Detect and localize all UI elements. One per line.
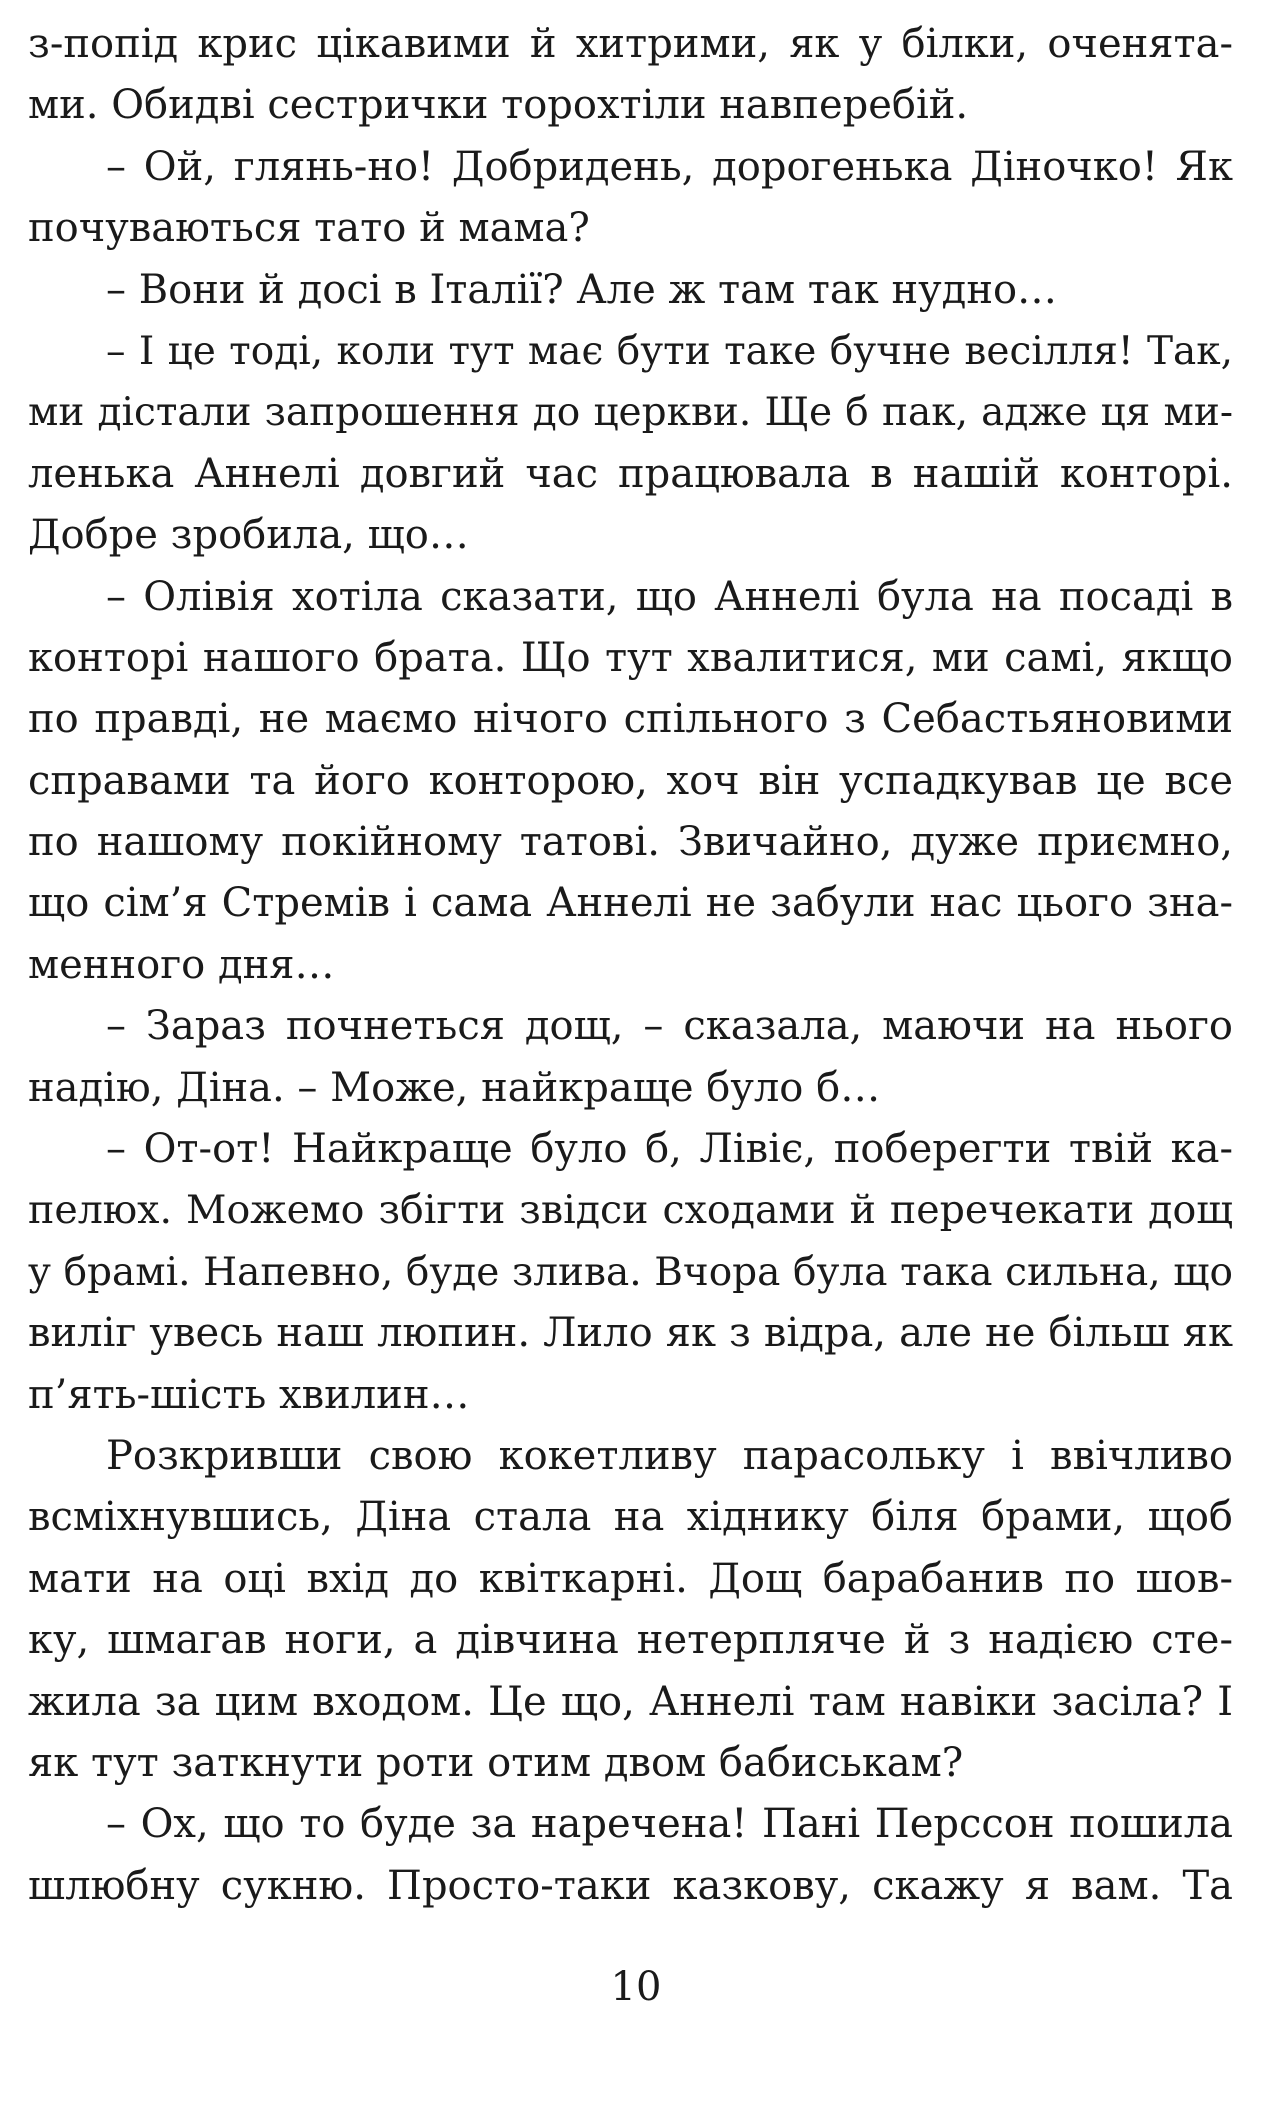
text-line: справами та його конторою, хоч він успадкував це все xyxy=(28,757,1233,804)
text-line: менного дня… xyxy=(28,941,335,988)
text-line: як тут заткнути роти отим двом бабиськам? xyxy=(28,1739,964,1786)
text-line: конторі нашого брата. Що тут хвалитися, ми самі, якщо xyxy=(28,634,1233,681)
text-line: Добре зробила, що… xyxy=(28,512,469,559)
text-line: ми. Обидві сестрички торохтіли навперебій. xyxy=(28,82,969,129)
text-line: – Ой, глянь-но! Добридень, дорогенька Діночко! Як xyxy=(106,143,1233,190)
text-line: пелюх. Можемо збігти звідси сходами й перечекати дощ xyxy=(28,1187,1233,1234)
text-line: ленька Аннелі довгий час працювала в нашій конторі. xyxy=(28,450,1233,497)
text-line: – Вони й досі в Італії? Але ж там так нудно… xyxy=(106,266,1058,313)
text-line: – Ох, що то буде за наречена! Пані Перссон пошила xyxy=(106,1801,1233,1848)
text-line: з-попід крис цікавими й хитрими, як у білки, оченята- xyxy=(28,21,1233,67)
text-line: мати на оці вхід до квіткарні. Дощ барабанив по шов- xyxy=(28,1555,1233,1602)
text-line: по правді, не маємо нічого спільного з Себастьяновими xyxy=(28,696,1233,743)
text-line: у брамі. Напевно, буде злива. Вчора була така сильна, що xyxy=(28,1249,1233,1295)
text-line: виліг увесь наш люпин. Лило як з відра, але не більш як xyxy=(28,1310,1233,1357)
text-line: жила за цим входом. Це що, Аннелі там навіки засіла? І xyxy=(28,1678,1233,1725)
text-line: ми дістали запрошення до церкви. Ще б пак, адже ця ми- xyxy=(28,390,1233,436)
text-line: ку, шмагав ноги, а дівчина нетерпляче й з надією сте- xyxy=(28,1617,1233,1664)
text-line: шлюбну сукню. Просто-таки казкову, скажу я вам. Та xyxy=(28,1862,1233,1909)
text-line: – І це тоді, коли тут має бути таке бучне весілля! Так, xyxy=(106,328,1233,374)
text-line: надію, Діна. – Може, найкраще було б… xyxy=(28,1064,881,1111)
text-line: – Олівія хотіла сказати, що Аннелі була на посаді в xyxy=(106,573,1233,620)
text-line: почуваються тато й мама? xyxy=(28,205,590,252)
text-line: всміхнувшись, Діна стала на хіднику біля брами, щоб xyxy=(28,1494,1233,1541)
text-line: по нашому покійному татові. Звичайно, дуже приємно, xyxy=(28,819,1233,866)
text-line: п’ять-шість хвилин… xyxy=(28,1371,470,1418)
text-line: – Зараз почнеться дощ, – сказала, маючи на нього xyxy=(106,1003,1233,1050)
body-text xyxy=(28,14,1233,1917)
text-line: Розкривши свою кокетливу парасольку і ввічливо xyxy=(106,1432,1233,1479)
text-line: – От-от! Найкраще було б, Лівіє, поберегти твій ка- xyxy=(106,1126,1233,1173)
text-line: що сім’я Стремів і сама Аннелі не забули нас цього зна- xyxy=(28,880,1233,927)
page-number: 10 xyxy=(610,1964,662,2010)
